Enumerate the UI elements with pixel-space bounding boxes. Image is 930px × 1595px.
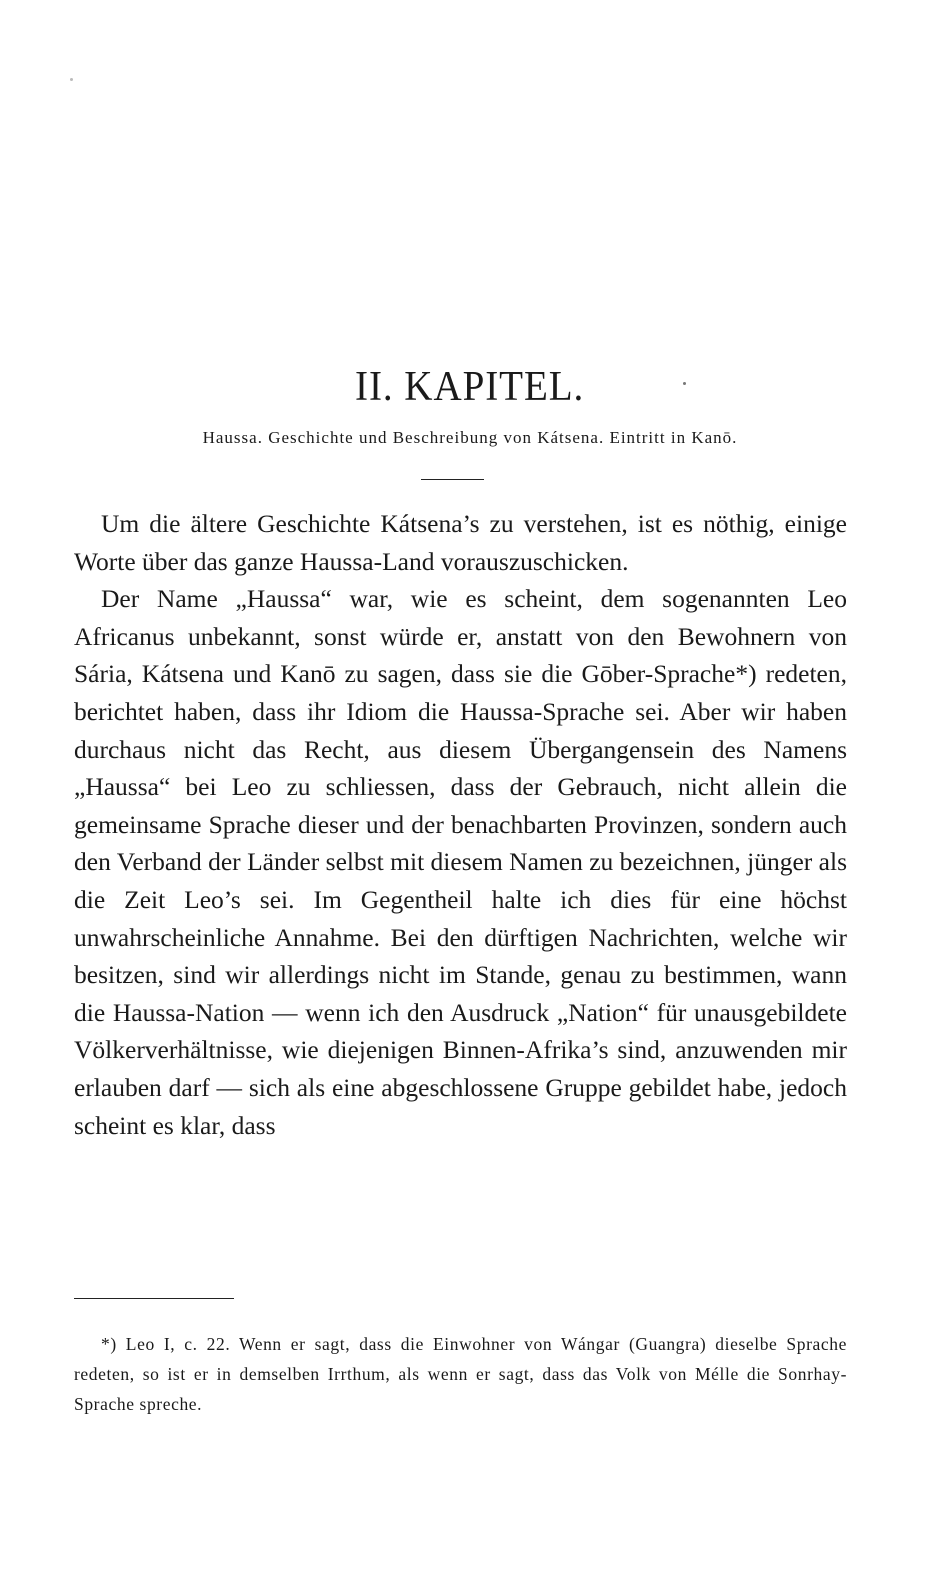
chapter-title: II. KAPITEL. — [355, 364, 585, 410]
body-text — [74, 505, 847, 1144]
paragraph: Um die ältere Geschichte Kátsena’s zu verstehen, ist es nöthig, einige Worte über das ganze Haussa-Land vorauszuschicken. — [74, 509, 847, 576]
print-speck — [683, 382, 686, 385]
footnote: *) Leo I, c. 22. Wenn er sagt, dass die Einwohner von Wángar (Guangra) dieselbe Sprache redeten, so ist er in demselben Irrthum, als wenn er sagt, dass das Volk von Mélle die Sonrhay-Sprache spreche. — [74, 1334, 847, 1414]
chapter-summary: Haussa. Geschichte und Beschreibung von Kátsena. Eintritt in Kanō. — [202, 428, 738, 447]
footnote-divider — [74, 1298, 234, 1299]
print-speck — [70, 78, 73, 81]
section-divider — [421, 479, 484, 480]
paragraph: Der Name „Haussa“ war, wie es scheint, dem sogenannten Leo Africanus unbekannt, sonst würde er, anstatt von den Bewohnern von Sária, Kátsena und Kanō zu sagen, dass sie die Gōber-Sprache*) redeten, berichtet haben, dass ihr Idiom die Haussa-Sprache sei. Aber wir haben durchaus nicht das Recht, aus diesem Übergangensein des Namens „Haussa“ bei Leo zu schliessen, dass der Gebrauch, nicht allein die gemeinsame Sprache dieser und der benachbarten Provinzen, sondern auch den Verband der Länder selbst mit diesem Namen zu bezeichnen, jünger als die Zeit Leo’s sei. Im Gegentheil halte ich dies für eine höchst unwahrscheinliche Annahme. Bei den dürftigen Nachrichten, welche wir besitzen, sind wir allerdings nicht im Stande, genau zu bestimmen, wann die Haussa-Nation — wenn ich den Ausdruck „Nation“ für unausgebildete Völkerverhältnisse, wie diejenigen Binnen-Afrika’s sind, anzuwenden mir erlauben darf — sich als eine abgeschlossene Gruppe gebildet habe, jedoch scheint es klar, dass — [74, 584, 847, 1140]
